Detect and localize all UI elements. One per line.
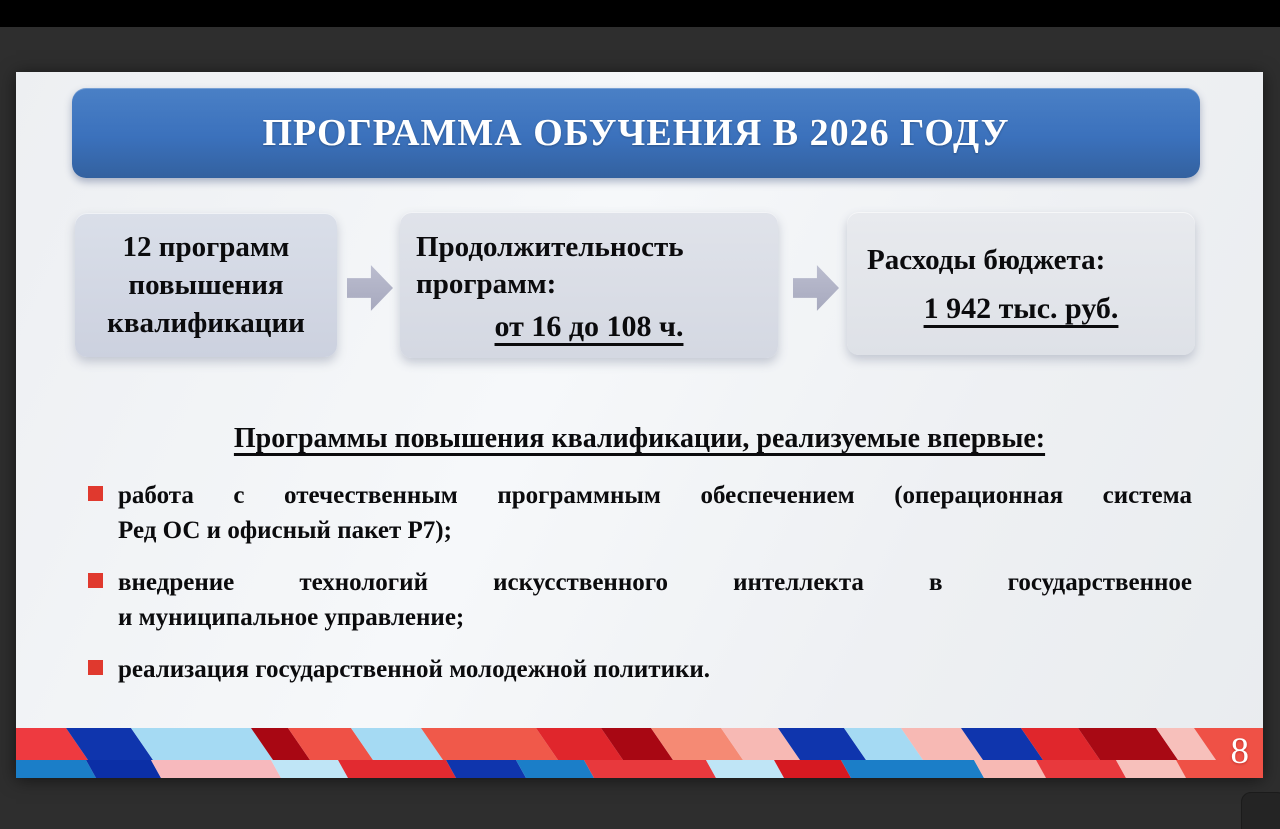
square-bullet-icon (88, 573, 103, 588)
bullet-text-line: реализация государственной молодежной политики. (118, 656, 711, 683)
info-box-line: повышения (128, 269, 284, 301)
bullet-text-line: и муниципальное управление; (118, 604, 465, 631)
info-box-programs-count (75, 213, 337, 357)
right-arrow-icon (793, 262, 839, 314)
slide-title-banner (72, 88, 1200, 178)
info-box-value: 1 942 тыс. руб. (923, 292, 1119, 325)
decorative-ribbon (16, 728, 1263, 778)
bullet-list (88, 478, 1192, 704)
list-item (88, 652, 1192, 687)
info-box-duration (400, 212, 778, 358)
info-box-line: 12 программ (122, 231, 290, 263)
list-item (88, 565, 1192, 635)
info-box-line: Расходы бюджета: (867, 244, 1106, 276)
slide-canvas (16, 72, 1263, 778)
info-box-line: квалификации (107, 307, 305, 339)
square-bullet-icon (88, 660, 103, 675)
page-number: 8 (1230, 731, 1249, 772)
bullet-text-line: Ред ОС и офисный пакет Р7); (118, 517, 452, 544)
info-box-value: от 16 до 108 ч. (494, 310, 684, 343)
corner-widget-button[interactable] (1241, 792, 1280, 829)
info-box-budget (847, 212, 1195, 355)
info-box-line: программ: (416, 268, 557, 300)
square-bullet-icon (88, 486, 103, 501)
window-top-bar (0, 0, 1280, 27)
bullet-text-line: внедрение технологий искусственного интеллекта в государственное (118, 569, 1192, 596)
bullet-text-line: работа с отечественным программным обеспечением (операционная система (118, 482, 1192, 509)
list-item (88, 478, 1192, 548)
section-heading: Программы повышения квалификации, реализуемые впервые: (233, 423, 1046, 454)
info-box-line: Продолжительность (416, 231, 684, 263)
right-arrow-icon (347, 262, 393, 314)
ribbon-pattern (16, 728, 1263, 778)
slide-title: ПРОГРАММА ОБУЧЕНИЯ В 2026 ГОДУ (262, 112, 1010, 154)
